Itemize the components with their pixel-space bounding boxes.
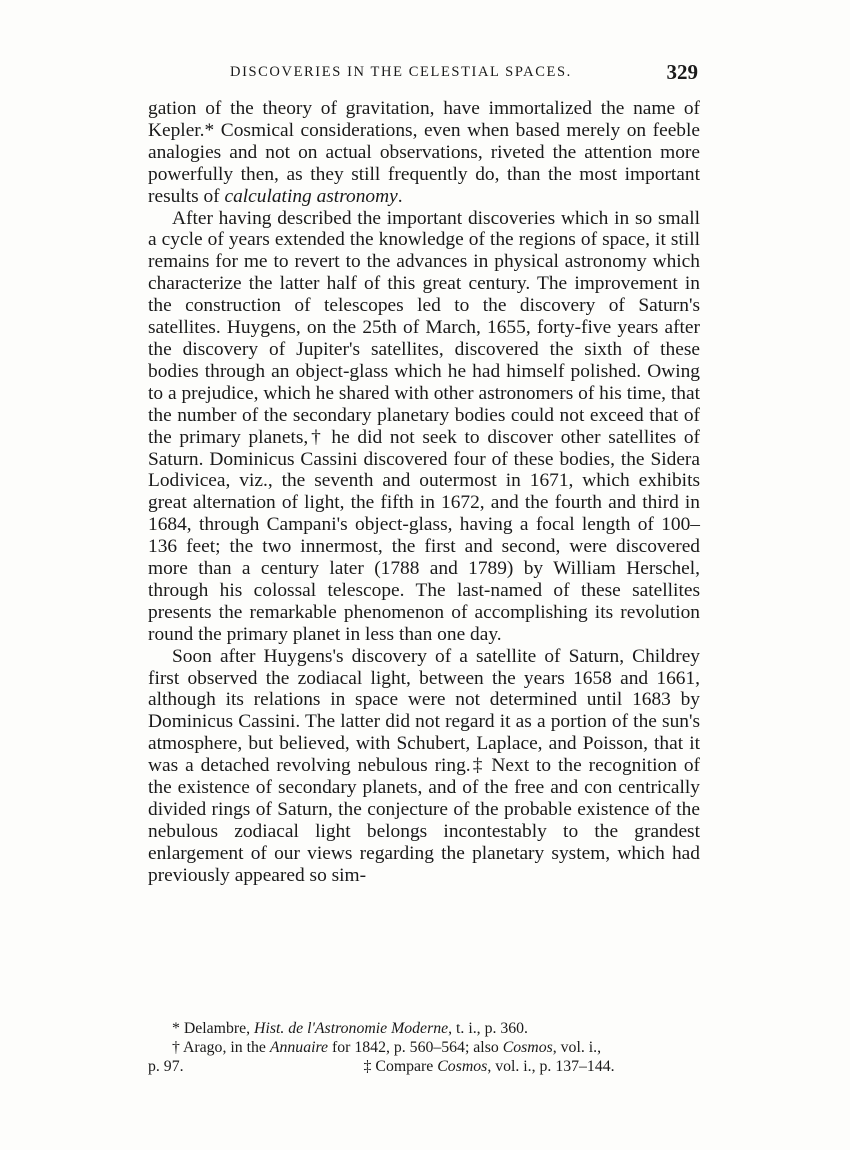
footnote-marker: ‡ xyxy=(363,1058,372,1075)
italic-phrase: calculating astronomy xyxy=(224,185,398,207)
paragraph-text-end: . xyxy=(397,185,403,207)
footnote-text: Arago, in the xyxy=(179,1039,270,1056)
footnote-continuation: p. 97. xyxy=(148,1058,184,1075)
footnote-italic: Hist. de l'Astronomie Moderne xyxy=(254,1020,449,1037)
running-title: DISCOVERIES IN THE CELESTIAL SPACES. xyxy=(230,64,572,80)
footnote-text: Delambre, xyxy=(179,1020,255,1037)
footnote-line xyxy=(148,1057,700,1076)
footnote-text: , vol. i., xyxy=(552,1039,602,1056)
paragraph: After having described the important discoveries which in so small a cycle of years extended the knowledge of the regions of space, it still remains for me to revert to the advances in physical astronomy which characterize the latter half of this great century. The improvement in the construction of telescopes led to the discovery of Saturn's satellites. Huygens, on the 25th of March, 1655, forty-five years after the discovery of Jupiter's satellites, discovered the sixth of these bodies through an object-glass which he had himself polished. Owing to a prejudice, which he shared with other astronomers of his time, that the number of the secondary planetary bodies could not exceed that of the primary planets,† he did not seek to discover other satellites of Saturn. Dominicus Cassini discovered four of these bodies, the Sidera Lodivicea, viz., the seventh and outermost in 1671, which exhibits great alternation of light, the fifth in 1672, and the fourth and third in 1684, through Campani's object-glass, having a focal length of 100–136 feet; the two innermost, the first and second, were discovered more than a century later (1788 and 1789) by William Herschel, through his colossal telescope. The last-named of these satellites presents the remarkable phenomenon of accomplishing its revolution round the primary planet in less than one day. xyxy=(148,207,700,645)
footnote-text: , vol. i., p. 137–144. xyxy=(487,1058,615,1075)
footnote-italic: Cosmos xyxy=(437,1058,488,1075)
footnote xyxy=(148,1019,700,1038)
paragraph-continued xyxy=(148,98,700,208)
footnote-marker: * xyxy=(172,1020,180,1037)
footnotes xyxy=(148,1019,700,1076)
footnote-text: Compare xyxy=(371,1058,438,1075)
paragraph: Soon after Huygens's discovery of a satellite of Saturn, Childrey first observed the zodiacal light, between the years 1658 and 1661, although its relations in space were not determined until 1683 by Dominicus Cassini. The latter did not regard it as a portion of the sun's atmosphere, but believed, with Schubert, Laplace, and Poisson, that it was a detached revolving nebulous ring.‡ Next to the recognition of the existence of secondary planets, and of the free and con centrically divided rings of Saturn, the conjecture of the probable existence of the nebulous zodiacal light belongs incontestably to the grandest enlargement of our views regarding the planetary system, which had previously appeared so sim- xyxy=(148,645,700,886)
footnote-text: , t. i., p. 360. xyxy=(448,1020,529,1037)
footnote xyxy=(148,1038,700,1057)
paragraph-text: gation of the theory of gravitation, have immortalized the name of Kepler.* Cosmical considerations, even when based merely on feeble analogies and not on actual observations, riveted the attention more powerfully then, as they still frequently do, than the most important results of xyxy=(148,98,700,207)
footnote-italic: Annuaire xyxy=(269,1039,329,1056)
body-text xyxy=(148,98,700,887)
running-header xyxy=(148,60,700,86)
page-number: 329 xyxy=(666,60,698,84)
footnote-italic: Cosmos xyxy=(502,1039,553,1056)
footnote-marker: † xyxy=(172,1039,180,1056)
footnote-text: for 1842, p. 560–564; also xyxy=(328,1039,503,1056)
